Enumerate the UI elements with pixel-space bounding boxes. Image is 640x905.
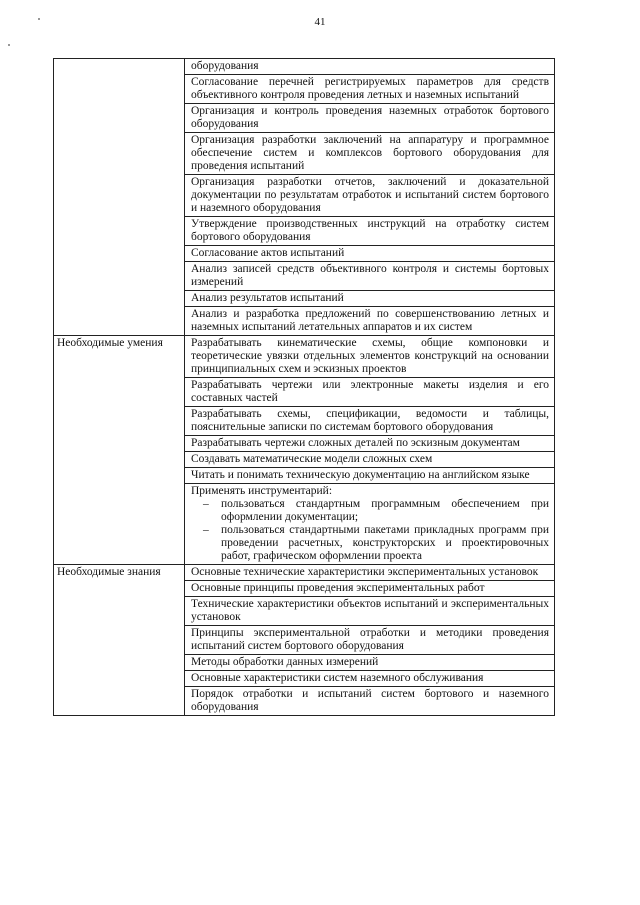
table-cell: Организация разработки отчетов, заключений и доказательной документации по результатам отработок и испытаний систем бортового и наземного оборудования: [185, 175, 555, 217]
page-number: 41: [314, 16, 326, 28]
table-cell: оборудования: [185, 59, 555, 75]
table-cell: Основные принципы проведения экспериментальных работ: [185, 581, 555, 597]
table-cell: Принципы экспериментальной отработки и методики проведения испытаний систем бортового оборудования: [185, 626, 555, 655]
list-item: – пользоваться стандартными пакетами прикладных программ при проведении расчетных, конструкторских и проектировочных работ, графическом оформлении проекта: [221, 524, 549, 563]
tools-cell: [185, 484, 555, 565]
table-cell: Читать и понимать техническую документацию на английском языке: [185, 468, 555, 484]
knowledge-label: Необходимые знания: [54, 565, 185, 716]
table-cell: Основные характеристики систем наземного обслуживания: [185, 671, 555, 687]
table-cell: Анализ записей средств объективного контроля и системы бортовых измерений: [185, 262, 555, 291]
table-cell: Разрабатывать чертежи сложных деталей по эскизным документам: [185, 436, 555, 452]
table-cell: Технические характеристики объектов испытаний и экспериментальных установок: [185, 597, 555, 626]
table-cell: Порядок отработки и испытаний систем бортового и наземного оборудования: [185, 687, 555, 716]
table-cell: Организация и контроль проведения наземных отработок бортового оборудования: [185, 104, 555, 133]
table-cell: Утверждение производственных инструкций на отработку систем бортового оборудования: [185, 217, 555, 246]
table-cell: Разрабатывать схемы, спецификации, ведомости и таблицы, пояснительные записки по системам бортового оборудования: [185, 407, 555, 436]
table-row: [54, 336, 555, 378]
empty-label-cell: [54, 59, 185, 336]
table-cell: Методы обработки данных измерений: [185, 655, 555, 671]
requirements-table: [53, 58, 555, 716]
table-cell: Согласование актов испытаний: [185, 246, 555, 262]
table-cell: Анализ результатов испытаний: [185, 291, 555, 307]
table-cell: Организация разработки заключений на аппаратуру и программное обеспечение систем и комплексов бортового оборудования для проведения испытаний: [185, 133, 555, 175]
skills-label: Необходимые умения: [54, 336, 185, 565]
scan-speck: [38, 18, 40, 20]
table-cell: Разрабатывать чертежи или электронные макеты изделия и его составных частей: [185, 378, 555, 407]
tools-title: Применять инструментарий:: [191, 485, 333, 497]
list-item: – пользоваться стандартным программным обеспечением при оформлении документации;: [221, 498, 549, 524]
table-cell: Анализ и разработка предложений по совершенствованию летных и наземных испытаний летательных аппаратов и их систем: [185, 307, 555, 336]
tools-list: [191, 498, 549, 563]
table-cell: Основные технические характеристики экспериментальных установок: [185, 565, 555, 581]
table-row: [54, 565, 555, 581]
table-cell: Согласование перечней регистрируемых параметров для средств объективного контроля проведения летных и наземных испытаний: [185, 75, 555, 104]
scan-speck: [8, 44, 10, 46]
table-cell: Разрабатывать кинематические схемы, общие компоновки и теоретические увязки отдельных элементов конструкций на основании принципиальных схем и эскизных проектов: [185, 336, 555, 378]
table-row: [54, 59, 555, 75]
table-cell: Создавать математические модели сложных схем: [185, 452, 555, 468]
